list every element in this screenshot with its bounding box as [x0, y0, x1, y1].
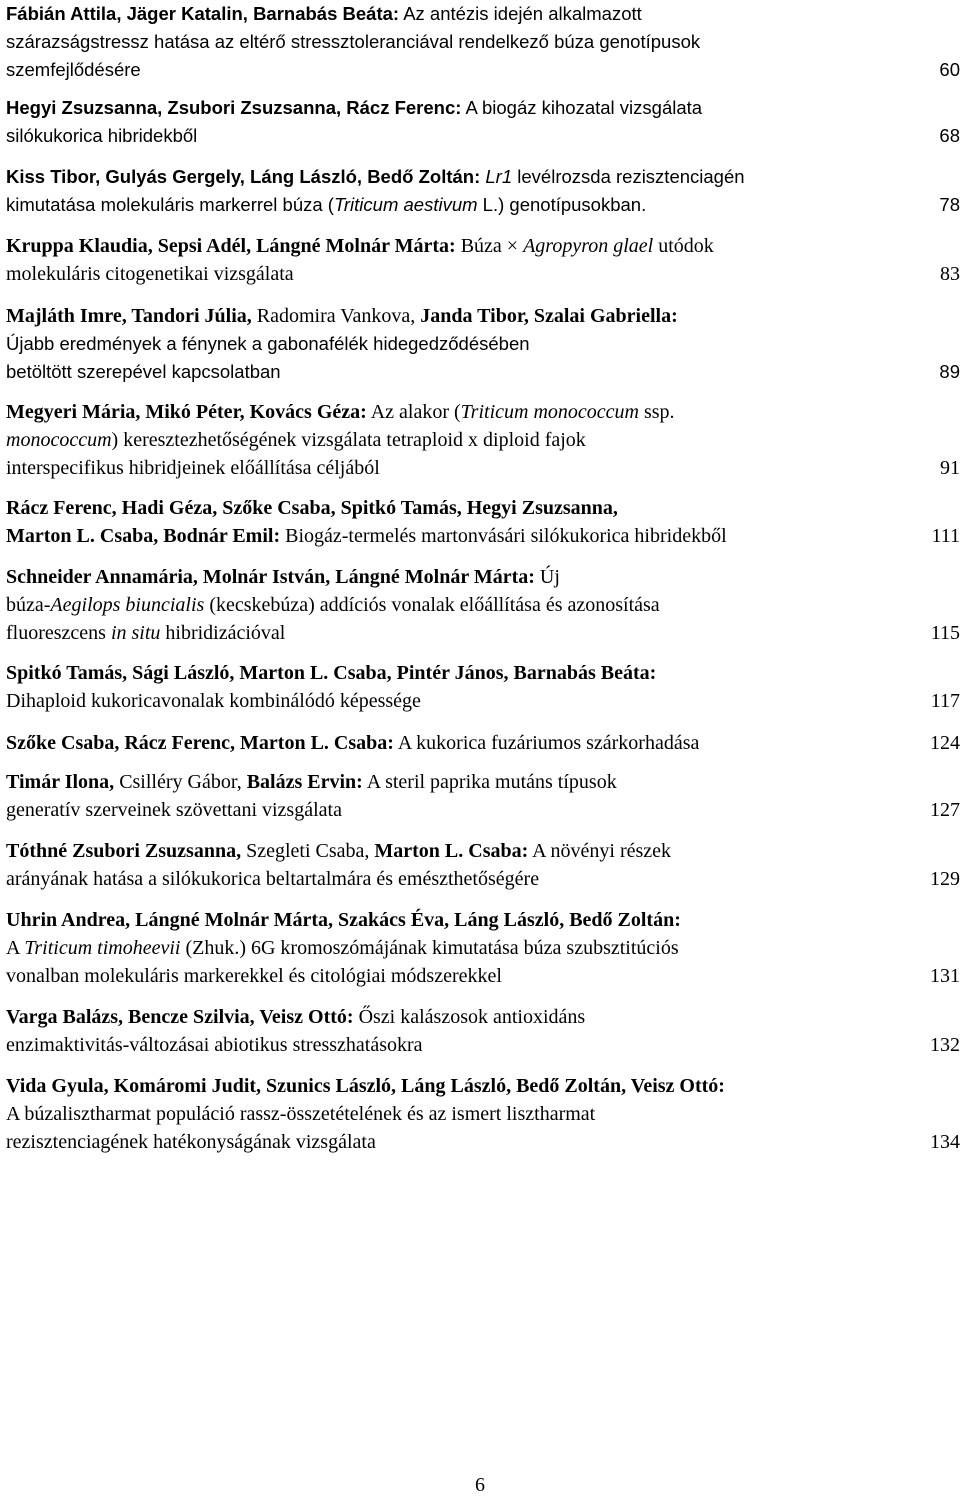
toc-entry[interactable] — [6, 232, 960, 288]
toc-entry-line — [6, 494, 618, 522]
author-names: Kiss Tibor, Gulyás Gergely, Láng László, Bedő Zoltán: — [6, 166, 481, 187]
title-text: fluoreszcens — [6, 622, 111, 644]
toc-entry[interactable] — [6, 659, 960, 715]
author-names: Szőke Csaba, Rácz Ferenc, Marton L. Csaba: — [6, 732, 394, 754]
toc-page-number: 83 — [940, 263, 960, 285]
author-names: Megyeri Mária, Mikó Péter, Kovács Géza: — [6, 401, 367, 423]
title-text: Csilléry Gábor, — [114, 771, 247, 793]
toc-entry-line — [6, 398, 675, 426]
title-text: A búzalisztharmat populáció rassz-összetételének és az ismert lisztharmat — [6, 1103, 596, 1125]
toc-entry-line — [6, 1003, 585, 1031]
title-text: ) keresztezhetőségének vizsgálata tetraploid x diploid fajok — [111, 429, 586, 451]
toc-entry[interactable] — [6, 837, 960, 893]
toc-entry-line — [6, 729, 699, 757]
title-text: Búza × — [455, 235, 524, 257]
toc-entry-line — [6, 260, 294, 288]
title-text: Dihaploid kukoricavonalak kombinálódó képessége — [6, 690, 421, 712]
toc-entry-line — [6, 330, 530, 358]
title-text: (kecskebúza) addíciós vonalak előállítása és azonosítása — [204, 594, 660, 616]
toc-entry[interactable] — [6, 1072, 960, 1156]
toc-page-number: 78 — [939, 194, 960, 215]
toc-entry-line — [6, 563, 560, 591]
toc-entry-line — [6, 28, 700, 56]
toc-entry-line — [6, 94, 702, 122]
toc-entry[interactable] — [6, 94, 960, 150]
title-text: Radomira Vankova, — [251, 305, 421, 327]
italic-term: Triticum monococcum — [460, 401, 639, 423]
toc-entry-line — [6, 454, 380, 482]
toc-entry[interactable] — [6, 906, 960, 990]
toc-entry-line — [6, 591, 660, 619]
italic-term: monococcum — [6, 429, 112, 451]
toc-page-number: 127 — [930, 799, 960, 821]
toc-entry[interactable] — [6, 768, 960, 824]
toc-entry-line — [6, 0, 642, 28]
toc-entry-line — [6, 358, 281, 386]
toc-entry-line — [6, 962, 502, 990]
toc-page-number: 117 — [930, 690, 960, 712]
toc-entry[interactable] — [6, 302, 960, 386]
author-names: Kruppa Klaudia, Sepsi Adél, Lángné Molnár Márta: — [6, 235, 456, 257]
italic-term: Agropyron glael — [523, 235, 654, 257]
author-names: Spitkó Tamás, Sági László, Marton L. Csaba, Pintér János, Barnabás Beáta: — [6, 662, 657, 684]
toc-entry-line — [6, 302, 678, 330]
toc-entry-line — [6, 934, 679, 962]
italic-term: Aegilops biuncialis — [50, 594, 205, 616]
title-text: vonalban molekuláris markerekkel és citológiai módszerekkel — [6, 965, 502, 987]
title-text: búza- — [6, 594, 51, 616]
toc-entry-line — [6, 1072, 725, 1100]
toc-page-number: 115 — [930, 622, 960, 644]
title-text: Szegleti Csaba, — [241, 840, 375, 862]
toc-entry-line — [6, 56, 141, 84]
title-text: L.) genotípusokban. — [477, 194, 647, 215]
toc-entry-line — [6, 1128, 376, 1156]
title-text: (Zhuk.) 6G kromoszómájának kimutatása búza szubsztitúciós — [180, 937, 679, 959]
toc-page-number: 124 — [930, 732, 960, 754]
toc-entry-line — [6, 837, 671, 865]
toc-entry-line — [6, 1031, 423, 1059]
title-text: Az antézis idején alkalmazott — [399, 3, 642, 24]
author-names: Uhrin Andrea, Lángné Molnár Márta, Szakács Éva, Láng László, Bedő Zoltán: — [6, 909, 681, 931]
italic-term: Triticum timoheevii — [24, 937, 181, 959]
toc-page-number: 68 — [939, 125, 960, 146]
italic-term: in situ — [110, 622, 161, 644]
toc-entry[interactable] — [6, 1003, 960, 1059]
author-names: Schneider Annamária, Molnár István, Lángné Molnár Márta: — [6, 566, 535, 588]
title-text: ssp. — [638, 401, 675, 423]
italic-term: Lr1 — [485, 166, 513, 187]
title-text: A steril paprika mutáns típusok — [362, 771, 617, 793]
toc-entry[interactable] — [6, 163, 960, 219]
title-text: hibridizációval — [160, 622, 286, 644]
title-text: Az alakor ( — [366, 401, 461, 423]
title-text: interspecifikus hibridjeinek előállítása céljából — [6, 457, 380, 479]
toc-entry-line — [6, 687, 421, 715]
author-names: Majláth Imre, Tandori Júlia, — [6, 305, 252, 327]
toc-entry-line — [6, 163, 745, 191]
toc-entry-line — [6, 659, 656, 687]
title-text: kimutatása molekuláris markerrel búza ( — [6, 194, 334, 215]
author-names: Marton L. Csaba: — [374, 840, 529, 862]
author-names: Hegyi Zsuzsanna, Zsubori Zsuzsanna, Rácz Ferenc: — [6, 97, 462, 118]
author-names: Varga Balázs, Bencze Szilvia, Veisz Ottó: — [6, 1006, 354, 1028]
toc-entry[interactable] — [6, 0, 960, 84]
author-names: Tóthné Zsubori Zsuzsanna, — [6, 840, 242, 862]
toc-entry[interactable] — [6, 494, 960, 550]
toc-page-number: 134 — [930, 1131, 960, 1153]
title-text: levélrozsda rezisztenciagén — [512, 166, 745, 187]
title-text: A kukorica fuzáriumos szárkorhadása — [393, 732, 700, 754]
toc-entry-line — [6, 191, 646, 219]
toc-page-number: 89 — [939, 361, 960, 382]
italic-term: Triticum aestivum — [333, 194, 478, 215]
title-text: Őszi kalászosok antioxidáns — [353, 1006, 586, 1028]
page-number: 6 — [475, 1474, 485, 1496]
toc-page-number: 131 — [930, 965, 960, 987]
toc-entry-line — [6, 768, 617, 796]
author-names: Marton L. Csaba, Bodnár Emil: — [6, 525, 281, 547]
author-names: Janda Tibor, Szalai Gabriella: — [420, 305, 678, 327]
title-text: szárazságstressz hatása az eltérő stressztoleranciával rendelkező búza genotípusok — [6, 31, 701, 52]
title-text: silókukorica hibridekből — [6, 125, 198, 146]
title-text: A biogáz kihozatal vizsgálata — [461, 97, 703, 118]
author-names: Rácz Ferenc, Hadi Géza, Szőke Csaba, Spitkó Tamás, Hegyi Zsuzsanna, — [6, 497, 618, 519]
toc-entry-line — [6, 619, 285, 647]
toc-page-number: 91 — [940, 457, 960, 479]
author-names: Balázs Ervin: — [246, 771, 363, 793]
toc-entry-line — [6, 906, 681, 934]
title-text: A — [6, 937, 25, 959]
toc-entry-line — [6, 796, 342, 824]
toc-entry[interactable] — [6, 398, 960, 482]
author-names: Vida Gyula, Komáromi Judit, Szunics László, Láng László, Bedő Zoltán, Veisz Ottó: — [6, 1075, 725, 1097]
author-names: Fábián Attila, Jäger Katalin, Barnabás Beáta: — [6, 3, 400, 24]
title-text: Újabb eredmények a fénynek a gabonafélék hidegedződésében — [6, 333, 530, 354]
title-text: Új — [534, 566, 560, 588]
toc-page-number: 60 — [939, 59, 960, 80]
toc-entry-line — [6, 522, 727, 550]
title-text: rezisztenciagének hatékonyságának vizsgálata — [6, 1131, 376, 1153]
toc-entry-line — [6, 232, 714, 260]
title-text: szemfejlődésére — [6, 59, 141, 80]
title-text: enzimaktivitás-változásai abiotikus stresszhatásokra — [6, 1034, 423, 1056]
title-text: A növényi részek — [528, 840, 672, 862]
title-text: generatív szerveinek szövettani vizsgálata — [6, 799, 342, 821]
toc-entry-line — [6, 426, 586, 454]
toc-entry[interactable] — [6, 729, 960, 757]
toc-entry-line — [6, 865, 539, 893]
toc-page-number: 132 — [930, 1034, 960, 1056]
title-text: betöltött szerepével kapcsolatban — [6, 361, 281, 382]
toc-entry-line — [6, 122, 197, 150]
author-names: Timár Ilona, — [6, 771, 115, 793]
title-text: molekuláris citogenetikai vizsgálata — [6, 263, 294, 285]
title-text: arányának hatása a silókukorica beltartalmára és emészthetőségére — [6, 868, 540, 890]
toc-entry-line — [6, 1100, 595, 1128]
toc-page-number: 129 — [930, 868, 960, 890]
toc-page-number: 111 — [931, 525, 960, 547]
title-text: Biogáz-termelés martonvásári silókukorica hibridekből — [280, 525, 727, 547]
title-text: utódok — [653, 235, 714, 257]
toc-entry[interactable] — [6, 563, 960, 647]
